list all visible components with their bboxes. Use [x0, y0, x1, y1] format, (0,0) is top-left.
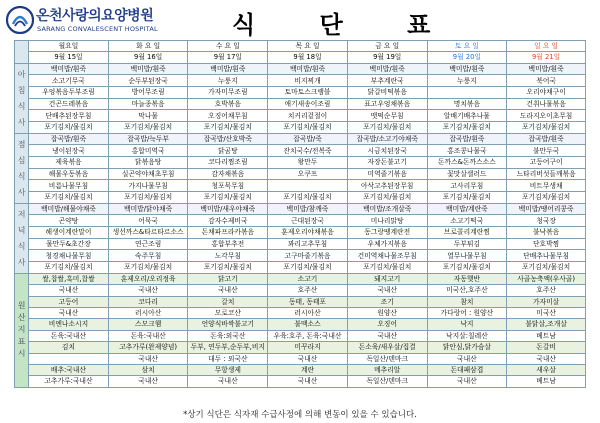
lunch-cell: 잔치국수/전복죽	[268, 145, 348, 157]
breakfast-row	[15, 87, 586, 99]
origin-cell: 국내산	[108, 285, 188, 296]
dinner-cell: 두부튀김	[427, 238, 507, 250]
origin-cell: 메추리알	[347, 365, 427, 376]
origin-cell: 언양식바싹불고기	[188, 319, 268, 330]
origin-cell: 낙지살:칠레산	[427, 330, 507, 341]
dinner-cell: 포기김치/물김치	[188, 262, 268, 274]
breakfast-cell: 백미밥/흰죽	[268, 63, 348, 75]
origin-cell: 삼치	[108, 365, 188, 376]
lunch-label-char: 사	[17, 187, 26, 197]
lunch-cell: 잡곡밥/흰죽	[29, 133, 109, 145]
dinner-cell: 열무나물무침	[427, 250, 507, 262]
breakfast-cell: 소고기무국	[29, 75, 109, 87]
dinner-cell: 훈제오리야채볶음	[268, 227, 348, 239]
breakfast-cell	[427, 87, 507, 99]
dinner-cell: 포기김치/물김치	[108, 262, 188, 274]
origin-cell: 비엔나소시지	[29, 319, 109, 330]
lunch-cell: 홍조콩나물국	[427, 145, 507, 157]
lunch-cell: 포기김치/물김치	[427, 192, 507, 204]
lunch-cell: 돈까스&돈까스소스	[427, 157, 507, 169]
breakfast-row	[15, 110, 586, 122]
lunch-row	[15, 192, 586, 204]
origin-row	[15, 273, 586, 284]
lunch-cell: 미역줄기볶음	[347, 168, 427, 180]
breakfast-cell: 건취나물볶음	[507, 98, 586, 110]
dinner-cell: 동그랑땡계란전	[347, 227, 427, 239]
origin-row	[15, 308, 586, 319]
lunch-label-char: 식	[17, 171, 26, 181]
origin-cell: 베트남	[507, 330, 586, 341]
origin-row	[15, 330, 586, 341]
breakfast-cell: 오리야채구이	[507, 87, 586, 99]
dinner-cell: 생선까스&타르타르소스	[108, 227, 188, 239]
origin-cell: 조기	[347, 296, 427, 307]
breakfast-row	[15, 122, 586, 134]
day-date-5: 9월 20일	[427, 52, 507, 63]
dinner-row	[15, 215, 586, 227]
origin-row	[15, 365, 586, 376]
breakfast-label-char: 사	[17, 117, 26, 127]
breakfast-cell: 순두부된장국	[108, 75, 188, 87]
breakfast-cell: 백미밥/흰죽	[188, 63, 268, 75]
breakfast-cell: 막나물	[108, 110, 188, 122]
breakfast-cell: 포기김치/물김치	[188, 122, 268, 134]
dinner-cell: 불낙볶음	[507, 227, 586, 239]
origin-cell: 돈육:국내산	[108, 330, 188, 341]
dinner-cell: 물만두&초간장	[29, 238, 109, 250]
origin-cell: 두부, 연두부,순두부,비지	[188, 342, 268, 353]
breakfast-cell: 치커리겉절이	[268, 110, 348, 122]
dinner-label-char: 사	[17, 257, 26, 267]
lunch-cell: 비트무생채	[507, 180, 586, 192]
origin-row	[15, 376, 586, 387]
lunch-row	[15, 157, 586, 169]
breakfast-cell: 포기김치/물김치	[427, 122, 507, 134]
day-date-0: 9월 15일	[29, 52, 109, 63]
lunch-cell: 고사리무침	[427, 180, 507, 192]
day-header-row	[15, 41, 586, 52]
day-date-2: 9월 17일	[188, 52, 268, 63]
dinner-cell: 꽈리고추무침	[268, 238, 348, 250]
dinner-cell: 돈채파프라카볶음	[188, 227, 268, 239]
breakfast-cell: 북어국	[507, 75, 586, 87]
origin-cell: 돈대패삼겹	[427, 365, 507, 376]
day-name-1: 화 요 일	[108, 41, 188, 52]
origin-cell: 코다리	[108, 296, 188, 307]
dinner-cell: 청경채나물무침	[29, 250, 109, 262]
lunch-cell: 포기김치/물김치	[108, 192, 188, 204]
lunch-cell: 냉이된장국	[29, 145, 109, 157]
hospital-name: 온천사랑의요양병원	[36, 8, 154, 24]
breakfast-cell: 포기김치/물김치	[268, 122, 348, 134]
breakfast-cell: 애기새송이조림	[268, 98, 348, 110]
footer-note: *상기 식단은 식자재 수급사정에 의해 변동이 있을 수 있습니다.	[183, 410, 417, 420]
dinner-cell: 포기김치/물김치	[29, 262, 109, 274]
dinner-cell: 포기김치/물김치	[507, 262, 586, 274]
origin-cell: 미국산	[507, 308, 586, 319]
breakfast-cell: 백미밥/흰죽	[29, 63, 109, 75]
day-date-1: 9월 16일	[108, 52, 188, 63]
breakfast-row	[15, 63, 586, 75]
dinner-cell: 근대된장국	[268, 215, 348, 227]
origin-cell: 돈육:국내산	[29, 330, 109, 341]
lunch-cell: 제육볶음	[29, 157, 109, 169]
lunch-cell: 잡곡밥/흰죽	[507, 133, 586, 145]
breakfast-cell: 비지찌개	[268, 75, 348, 87]
origin-cell: 베트남	[507, 376, 586, 387]
day-name-0: 월요일	[29, 41, 109, 52]
origin-cell: 국내산	[108, 353, 188, 364]
breakfast-cell: 백미밥/흰죽	[427, 63, 507, 75]
origin-cell: 고추가루:국내산	[29, 376, 109, 387]
origin-cell: 국내산	[347, 330, 427, 341]
breakfast-label-char: 식	[17, 101, 26, 111]
origin-label-char: 시	[17, 349, 26, 359]
lunch-cell: 닭곰탕	[188, 145, 268, 157]
dinner-label-char: 저	[17, 209, 26, 219]
lunch-cell: 비름나물무침	[29, 180, 109, 192]
breakfast-cell: 알배기배추나물	[427, 110, 507, 122]
lunch-cell: 고등어구이	[507, 157, 586, 169]
origin-cell: 미국산,호주산	[427, 285, 507, 296]
breakfast-cell: 닭갈비떡볶음	[347, 87, 427, 99]
origin-cell: 참치	[427, 296, 507, 307]
origin-cell: 고추가루(완제양념)	[108, 342, 188, 353]
lunch-cell: 실곤약야채초무침	[108, 168, 188, 180]
origin-cell: 국내산	[108, 376, 188, 387]
dinner-label-char: 식	[17, 241, 26, 251]
lunch-label-char: 심	[17, 155, 26, 165]
lunch-row	[15, 168, 586, 180]
dinner-cell: 숙주무침	[108, 250, 188, 262]
hospital-logo	[6, 4, 181, 38]
origin-cell: 가다랑어 : 원양산	[427, 308, 507, 319]
origin-cell: 국내산	[188, 285, 268, 296]
origin-cell: 김치	[29, 342, 109, 353]
breakfast-label	[15, 63, 29, 133]
dinner-cell: 포기김치/물김치	[268, 262, 348, 274]
breakfast-cell: 백미밥/흰죽	[108, 63, 188, 75]
dinner-cell: 브로콜리계란찜	[427, 227, 507, 239]
origin-cell: 국내산	[29, 285, 109, 296]
breakfast-cell: 포기김치/물김치	[29, 122, 109, 134]
breakfast-cell: 포기김치/물김치	[347, 122, 427, 134]
breakfast-row	[15, 98, 586, 110]
origin-cell: 돈갈비	[507, 342, 586, 353]
origin-row	[15, 319, 586, 330]
day-name-2: 수 요 일	[188, 41, 268, 52]
origin-cell: 동태, 동태포	[268, 296, 348, 307]
day-name-5: 토 요 일	[427, 41, 507, 52]
page-title: 식 단 표	[232, 11, 459, 39]
lunch-cell: 자장돈불고기	[347, 157, 427, 169]
lunch-row	[15, 180, 586, 192]
lunch-label	[15, 133, 29, 203]
lunch-cell: 아삭고추된장무침	[347, 180, 427, 192]
origin-label-char: 표	[17, 337, 26, 347]
origin-cell: 자동햇반	[427, 273, 507, 284]
breakfast-cell: 마늘종볶음	[108, 98, 188, 110]
lunch-cell: 감자채볶음	[188, 168, 268, 180]
origin-cell: 돈육:외국산	[188, 330, 268, 341]
origin-cell: 독일산/덴마크	[347, 376, 427, 387]
origin-cell: 스모크햄	[108, 319, 188, 330]
dinner-cell: 해생이계란말이	[29, 227, 109, 239]
origin-cell: 국내산	[507, 353, 586, 364]
origin-row	[15, 296, 586, 307]
lunch-cell: 코다리찜조림	[188, 157, 268, 169]
origin-cell: 대두 : 외국산	[188, 353, 268, 364]
origin-label-char: 지	[17, 325, 26, 335]
breakfast-cell: 백미밥/흰죽	[347, 63, 427, 75]
dinner-cell: 단호박찜	[507, 238, 586, 250]
dinner-cell: 어묵국	[108, 215, 188, 227]
lunch-cell: 시금치된장국	[347, 145, 427, 157]
lunch-cell: 닭볶음탕	[108, 157, 188, 169]
origin-row	[15, 342, 586, 353]
dinner-row	[15, 238, 586, 250]
dinner-label	[15, 203, 29, 273]
breakfast-label-char: 침	[17, 85, 26, 95]
breakfast-cell: 건곤드레볶음	[29, 98, 109, 110]
lunch-cell: 오쿠프	[268, 168, 348, 180]
origin-cell: 국내산	[29, 308, 109, 319]
dinner-cell: 단배추나물무침	[507, 250, 586, 262]
origin-cell: 미꾸라지	[268, 342, 348, 353]
origin-cell: 고등어	[29, 296, 109, 307]
origin-cell: 닭안심,닭가슴살	[427, 342, 507, 353]
header	[0, 0, 600, 42]
dinner-cell: 백미밥/조개살죽	[347, 203, 427, 215]
breakfast-cell: 포기김치/물김치	[507, 122, 586, 134]
origin-label	[15, 273, 29, 387]
origin-cell: 돈소육/새우살/집결	[347, 342, 427, 353]
menu-table	[14, 40, 586, 388]
day-name-6: 일 요 일	[507, 41, 586, 52]
origin-cell: 불닭살,조개살	[507, 319, 586, 330]
origin-cell: 사골농축액(우사골)	[507, 273, 586, 284]
breakfast-cell: 맷떡순무침	[347, 110, 427, 122]
dinner-cell: 백미밥/새우야채죽	[188, 203, 268, 215]
table-corner	[15, 41, 29, 64]
dinner-cell: 연근조림	[108, 238, 188, 250]
origin-cell: 러시아산	[108, 308, 188, 319]
origin-cell: 무항생제	[188, 365, 268, 376]
dinner-cell: 포기김치/물김치	[427, 262, 507, 274]
day-date-6: 9월 21일	[507, 52, 586, 63]
day-date-4: 9월 19일	[347, 52, 427, 63]
origin-cell: 국내산	[427, 353, 507, 364]
dinner-cell: 건미역채나물조무침	[347, 250, 427, 262]
origin-cell: 가자미살	[507, 296, 586, 307]
origin-cell: 우육:호주, 돈육:국내산	[268, 330, 348, 341]
lunch-cell: 잡곡밥/흰죽	[427, 133, 507, 145]
dinner-cell: 백미밥/계란죽	[427, 203, 507, 215]
breakfast-cell: 호박볶음	[188, 98, 268, 110]
lunch-cell: 청포묵무침	[188, 180, 268, 192]
dinner-cell: 고구마줄기볶음	[268, 250, 348, 262]
lunch-cell: 잡곡밥/죽	[268, 133, 348, 145]
origin-row	[15, 353, 586, 364]
origin-cell: 국내산	[347, 285, 427, 296]
origin-cell: 계란	[268, 365, 348, 376]
lunch-cell: 해물우동볶음	[29, 168, 109, 180]
breakfast-cell: 누룽지	[188, 75, 268, 87]
origin-cell: 배추:국내산	[29, 365, 109, 376]
breakfast-cell: 가자미무조림	[188, 87, 268, 99]
dinner-cell: 홍합부추전	[188, 238, 268, 250]
lunch-cell: 포기김치/물김치	[507, 192, 586, 204]
lunch-cell: 포기김치/물김치	[188, 192, 268, 204]
day-date-row	[15, 52, 586, 63]
dinner-row	[15, 227, 586, 239]
breakfast-row	[15, 75, 586, 87]
lunch-cell: 불만두국	[507, 145, 586, 157]
day-name-3: 목 요 일	[268, 41, 348, 52]
lunch-cell: 느타리버섯들깨볶음	[507, 168, 586, 180]
origin-cell: 국내산	[427, 376, 507, 387]
origin-cell: 국내산	[268, 353, 348, 364]
breakfast-cell: 표고우엉채볶음	[347, 98, 427, 110]
dinner-cell: 노각무침	[188, 250, 268, 262]
dinner-cell: 미나리맑탕	[347, 215, 427, 227]
origin-cell: 불맥소스	[268, 319, 348, 330]
origin-cell: 돼지고기	[347, 273, 427, 284]
origin-cell: 소고기	[268, 273, 348, 284]
origin-cell: 쌀,찹쌀,흑미,찹쌀	[29, 273, 109, 284]
lunch-label-char: 점	[17, 139, 26, 149]
dinner-cell: 백미밥/해물야채죽	[29, 203, 109, 215]
day-date-3: 9월 18일	[268, 52, 348, 63]
breakfast-cell: 부추계란국	[347, 75, 427, 87]
breakfast-cell: 토마토스크램블	[268, 87, 348, 99]
origin-row	[15, 285, 586, 296]
dinner-cell: 백미밥/닭야채죽	[108, 203, 188, 215]
origin-cell: 새우살	[507, 365, 586, 376]
origin-cell: 독일산/덴마크	[347, 353, 427, 364]
origin-cell: 낙지	[427, 319, 507, 330]
lunch-cell: 잡곡밥/늑두부	[108, 133, 188, 145]
breakfast-cell: 오징어채무침	[188, 110, 268, 122]
hospital-name-english: SARANG CONVALESCENT HOSPITAL	[37, 25, 158, 33]
origin-cell: 갈치	[188, 296, 268, 307]
breakfast-cell: 포기김치/물김치	[108, 122, 188, 134]
lunch-row	[15, 145, 586, 157]
origin-cell: 모로코산	[188, 308, 268, 319]
dinner-cell: 백미밥/땡어리콩죽	[507, 203, 586, 215]
lunch-cell: 잡곡밥/소고기야채죽	[347, 133, 427, 145]
lunch-cell: 홍합미역국	[108, 145, 188, 157]
dinner-cell: 백미밥/참깨죽	[268, 203, 348, 215]
lunch-cell: 포기김치/물김치	[29, 192, 109, 204]
dinner-row	[15, 203, 586, 215]
dinner-cell: 청국장	[507, 215, 586, 227]
dinner-row	[15, 250, 586, 262]
origin-cell: 원양산	[347, 308, 427, 319]
breakfast-cell: 방어무조림	[108, 87, 188, 99]
lunch-cell: 포기김치/물김치	[268, 192, 348, 204]
lunch-cell: 왕만두	[268, 157, 348, 169]
breakfast-cell: 도라지오이초무침	[507, 110, 586, 122]
origin-cell	[29, 353, 109, 364]
breakfast-cell: 백미밥/흰죽	[507, 63, 586, 75]
dinner-row	[15, 262, 586, 274]
breakfast-label-char: 아	[17, 69, 26, 79]
day-name-4: 금 요 일	[347, 41, 427, 52]
dinner-cell: 감자수제비국	[188, 215, 268, 227]
lunch-cell: 꽃맛살샐러드	[427, 168, 507, 180]
breakfast-cell: 명치볶음	[427, 98, 507, 110]
breakfast-cell: 누룽지	[427, 75, 507, 87]
breakfast-cell: 단배추된장무침	[29, 110, 109, 122]
lunch-cell: 포기김치/물김치	[347, 192, 427, 204]
dinner-cell: 소고기떡국	[427, 215, 507, 227]
lunch-row	[15, 133, 586, 145]
dinner-label-char: 녁	[17, 225, 26, 235]
hospital-emblem-icon	[6, 6, 34, 34]
lunch-cell: 잡곡밥/산호박죽	[188, 133, 268, 145]
origin-cell: 러시아산	[268, 308, 348, 319]
origin-label-char: 산	[17, 313, 26, 323]
lunch-cell	[268, 180, 348, 192]
origin-cell: 국내산	[188, 376, 268, 387]
origin-cell: 오징어	[347, 319, 427, 330]
dinner-cell: 우체가지볶음	[347, 238, 427, 250]
breakfast-cell: 우엉볶음두부조림	[29, 87, 109, 99]
origin-cell: 국내산	[268, 376, 348, 387]
origin-label-char: 원	[17, 301, 26, 311]
origin-cell: 호주산	[268, 285, 348, 296]
origin-cell: 호주산	[507, 285, 586, 296]
origin-cell: 훈제오리/오리정육	[108, 273, 188, 284]
dinner-cell: 곤약탕	[29, 215, 109, 227]
origin-cell: 닭고기	[188, 273, 268, 284]
lunch-cell: 가지나물무침	[108, 180, 188, 192]
dinner-cell: 포기김치/물김치	[347, 262, 427, 274]
